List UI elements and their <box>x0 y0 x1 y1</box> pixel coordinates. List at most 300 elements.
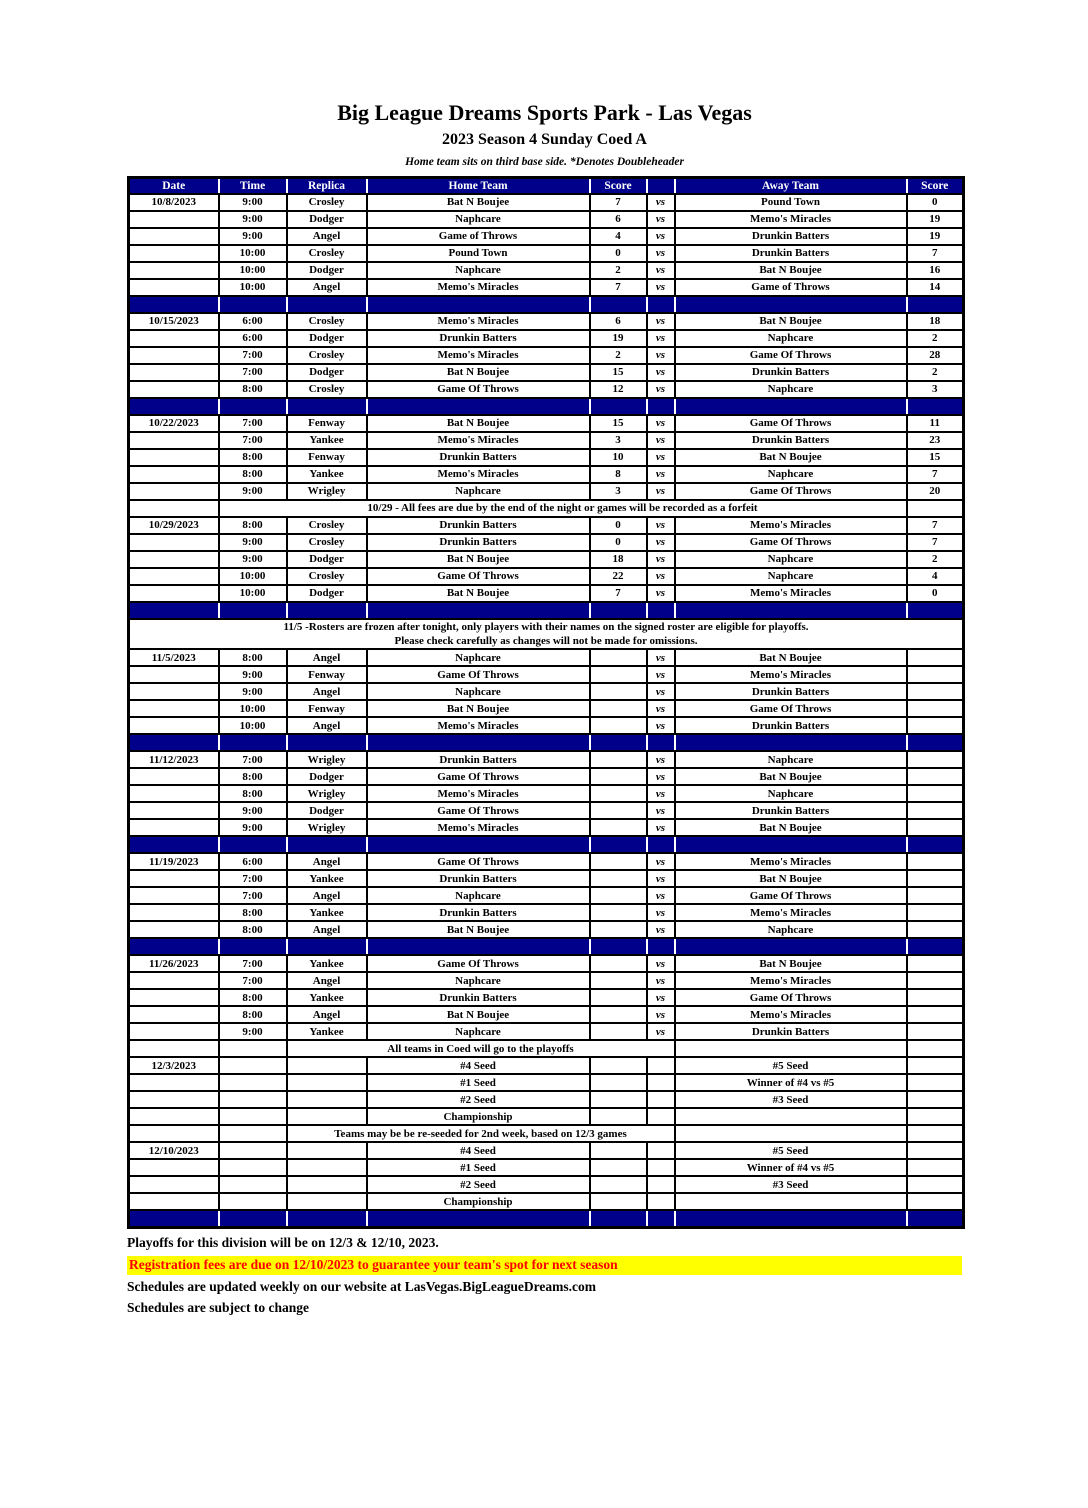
away-team-cell: Naphcare <box>675 921 907 938</box>
spacer-cell <box>219 836 287 853</box>
home-score-cell: 0 <box>590 245 647 262</box>
vs-cell: vs <box>647 989 675 1006</box>
away-team-cell: Bat N Boujee <box>675 870 907 887</box>
away-score-cell: 16 <box>907 262 964 279</box>
away-score-cell <box>907 853 964 870</box>
date-cell: 10/22/2023 <box>129 415 219 432</box>
notice-text-cell: Teams may be be re-seeded for 2nd week, based on 12/3 games <box>287 1125 675 1142</box>
home-team-cell: Game of Throws <box>367 228 590 245</box>
home-score-cell <box>590 955 647 972</box>
away-team-cell: Bat N Boujee <box>675 955 907 972</box>
vs-cell: vs <box>647 785 675 802</box>
vs-cell <box>647 1159 675 1176</box>
home-score-cell <box>590 666 647 683</box>
away-score-cell <box>907 785 964 802</box>
table-row <box>129 1176 964 1193</box>
replica-cell: Angel <box>287 683 367 700</box>
page-subtitle: 2023 Season 4 Sunday Coed A <box>442 131 647 149</box>
away-team-cell: Memo's Miracles <box>675 211 907 228</box>
spacer-cell <box>907 734 964 751</box>
table-row <box>129 700 964 717</box>
vs-cell: vs <box>647 768 675 785</box>
table-row <box>129 989 964 1006</box>
replica-cell: Dodger <box>287 802 367 819</box>
replica-cell: Yankee <box>287 955 367 972</box>
notice-blank-cell <box>129 1125 219 1142</box>
away-team-cell: Game Of Throws <box>675 483 907 500</box>
replica-cell <box>287 1142 367 1159</box>
spacer-cell <box>219 296 287 313</box>
time-cell: 7:00 <box>219 415 287 432</box>
date-cell <box>129 330 219 347</box>
spacer-cell <box>287 602 367 619</box>
away-team-cell: Drunkin Batters <box>675 432 907 449</box>
date-cell <box>129 1176 219 1193</box>
table-row <box>129 449 964 466</box>
notice-row <box>129 1040 964 1057</box>
notice-blank-cell <box>907 500 964 517</box>
vs-cell <box>647 1074 675 1091</box>
time-cell: 8:00 <box>219 449 287 466</box>
notice-blank-cell <box>219 1125 287 1142</box>
table-row <box>129 785 964 802</box>
header-row <box>129 178 964 194</box>
table-row <box>129 1108 964 1125</box>
time-cell: 9:00 <box>219 802 287 819</box>
date-cell <box>129 381 219 398</box>
home-score-cell: 0 <box>590 534 647 551</box>
away-team-cell: Memo's Miracles <box>675 1006 907 1023</box>
away-score-cell <box>907 649 964 666</box>
date-cell: 11/19/2023 <box>129 853 219 870</box>
home-team-cell: Game Of Throws <box>367 802 590 819</box>
home-score-cell <box>590 768 647 785</box>
date-cell <box>129 972 219 989</box>
home-score-cell: 15 <box>590 415 647 432</box>
away-team-cell: Game Of Throws <box>675 989 907 1006</box>
home-score-cell <box>590 853 647 870</box>
spacer-cell <box>129 602 219 619</box>
time-cell: 8:00 <box>219 649 287 666</box>
replica-cell: Dodger <box>287 262 367 279</box>
home-team-cell: Game Of Throws <box>367 955 590 972</box>
home-team-cell: Bat N Boujee <box>367 1006 590 1023</box>
replica-cell <box>287 1159 367 1176</box>
time-cell: 7:00 <box>219 347 287 364</box>
notice-blank-cell <box>129 1040 219 1057</box>
date-cell <box>129 279 219 296</box>
table-row <box>129 517 964 534</box>
away-score-cell: 18 <box>907 313 964 330</box>
schedule-sheet <box>127 100 962 1316</box>
away-team-cell: #3 Seed <box>675 1176 907 1193</box>
date-cell <box>129 666 219 683</box>
home-team-cell: Memo's Miracles <box>367 347 590 364</box>
time-cell: 7:00 <box>219 364 287 381</box>
away-team-cell: Naphcare <box>675 330 907 347</box>
away-team-cell: Naphcare <box>675 568 907 585</box>
vs-cell <box>647 1176 675 1193</box>
table-row <box>129 1193 964 1210</box>
home-team-cell: #4 Seed <box>367 1142 590 1159</box>
replica-cell: Dodger <box>287 211 367 228</box>
table-row <box>129 211 964 228</box>
replica-cell: Crosley <box>287 517 367 534</box>
home-team-cell: Naphcare <box>367 649 590 666</box>
home-team-cell: #1 Seed <box>367 1159 590 1176</box>
table-row <box>129 751 964 768</box>
table-row <box>129 904 964 921</box>
time-cell: 6:00 <box>219 330 287 347</box>
away-team-cell: Game Of Throws <box>675 534 907 551</box>
away-score-cell: 20 <box>907 483 964 500</box>
spacer-cell <box>129 296 219 313</box>
away-score-cell <box>907 972 964 989</box>
home-score-cell <box>590 904 647 921</box>
away-score-cell <box>907 870 964 887</box>
home-score-cell: 7 <box>590 279 647 296</box>
home-team-cell: Game Of Throws <box>367 666 590 683</box>
notice-blank-cell <box>675 1125 907 1142</box>
home-score-cell: 10 <box>590 449 647 466</box>
date-cell <box>129 211 219 228</box>
home-team-cell: Bat N Boujee <box>367 364 590 381</box>
home-score-cell: 0 <box>590 517 647 534</box>
home-score-cell <box>590 1193 647 1210</box>
away-team-cell: Naphcare <box>675 751 907 768</box>
time-cell: 7:00 <box>219 751 287 768</box>
date-cell <box>129 1108 219 1125</box>
replica-cell: Crosley <box>287 534 367 551</box>
notice-blank-cell <box>675 1040 907 1057</box>
vs-cell: vs <box>647 802 675 819</box>
away-score-cell: 19 <box>907 211 964 228</box>
away-team-cell <box>675 1193 907 1210</box>
table-row <box>129 955 964 972</box>
footer-website-note: Schedules are updated weekly on our website at LasVegas.BigLeagueDreams.com <box>127 1278 597 1294</box>
spacer-cell <box>287 938 367 955</box>
away-score-cell <box>907 887 964 904</box>
table-row <box>129 330 964 347</box>
time-cell <box>219 1057 287 1074</box>
replica-cell: Angel <box>287 921 367 938</box>
table-row <box>129 279 964 296</box>
spacer-cell <box>907 398 964 415</box>
away-team-cell: Bat N Boujee <box>675 449 907 466</box>
home-score-cell <box>590 1091 647 1108</box>
replica-cell: Crosley <box>287 381 367 398</box>
vs-cell: vs <box>647 568 675 585</box>
spacer-cell <box>367 296 590 313</box>
table-row <box>129 347 964 364</box>
home-score-cell <box>590 972 647 989</box>
replica-cell: Fenway <box>287 700 367 717</box>
away-team-cell: Game Of Throws <box>675 415 907 432</box>
home-score-cell: 2 <box>590 347 647 364</box>
footer-playoffs-note: Playoffs for this division will be on 12/3 & 12/10, 2023. <box>127 1234 439 1250</box>
time-cell: 8:00 <box>219 785 287 802</box>
spacer-cell <box>675 734 907 751</box>
away-team-cell: Naphcare <box>675 785 907 802</box>
away-score-cell: 2 <box>907 330 964 347</box>
away-team-cell: Memo's Miracles <box>675 517 907 534</box>
time-cell: 8:00 <box>219 768 287 785</box>
away-team-cell: Naphcare <box>675 466 907 483</box>
spacer-cell <box>907 938 964 955</box>
replica-cell: Yankee <box>287 904 367 921</box>
away-team-cell: Game Of Throws <box>675 347 907 364</box>
date-cell: 11/5/2023 <box>129 649 219 666</box>
away-team-cell: #3 Seed <box>675 1091 907 1108</box>
date-cell <box>129 1023 219 1040</box>
table-row <box>129 228 964 245</box>
spacer-cell <box>219 938 287 955</box>
home-score-cell: 3 <box>590 432 647 449</box>
away-score-cell <box>907 1074 964 1091</box>
home-score-cell <box>590 1176 647 1193</box>
time-cell: 9:00 <box>219 551 287 568</box>
away-score-cell <box>907 1142 964 1159</box>
table-header <box>129 178 964 194</box>
replica-cell: Fenway <box>287 666 367 683</box>
home-team-cell: Memo's Miracles <box>367 466 590 483</box>
replica-cell: Dodger <box>287 364 367 381</box>
home-score-cell <box>590 1142 647 1159</box>
table-row <box>129 364 964 381</box>
spacer-cell <box>647 398 675 415</box>
home-score-cell: 19 <box>590 330 647 347</box>
date-cell <box>129 700 219 717</box>
time-cell: 9:00 <box>219 1023 287 1040</box>
home-score-cell: 22 <box>590 568 647 585</box>
spacer-cell <box>675 296 907 313</box>
date-cell: 10/29/2023 <box>129 517 219 534</box>
away-team-cell: Bat N Boujee <box>675 819 907 836</box>
away-score-cell <box>907 1176 964 1193</box>
spacer-cell <box>590 938 647 955</box>
roster-freeze-text-cell <box>129 619 964 650</box>
away-score-cell <box>907 1159 964 1176</box>
away-score-cell: 7 <box>907 466 964 483</box>
home-team-cell: Pound Town <box>367 245 590 262</box>
table-row <box>129 534 964 551</box>
table-row <box>129 381 964 398</box>
away-score-cell <box>907 1057 964 1074</box>
spacer-cell <box>287 1210 367 1227</box>
time-cell: 9:00 <box>219 683 287 700</box>
date-cell: 11/26/2023 <box>129 955 219 972</box>
schedule-body <box>129 194 964 1228</box>
vs-cell: vs <box>647 313 675 330</box>
home-score-cell <box>590 989 647 1006</box>
date-cell <box>129 534 219 551</box>
column-header-home-score: Score <box>590 178 647 194</box>
column-header-replica: Replica <box>287 178 367 194</box>
time-cell: 7:00 <box>219 955 287 972</box>
date-cell <box>129 466 219 483</box>
home-team-cell: Game Of Throws <box>367 568 590 585</box>
spacer-row <box>129 1210 964 1227</box>
home-team-cell: Game Of Throws <box>367 853 590 870</box>
date-cell <box>129 432 219 449</box>
spacer-cell <box>907 602 964 619</box>
spacer-cell <box>907 296 964 313</box>
table-row <box>129 972 964 989</box>
replica-cell: Crosley <box>287 194 367 211</box>
home-team-cell: Bat N Boujee <box>367 700 590 717</box>
away-team-cell: Memo's Miracles <box>675 972 907 989</box>
roster-freeze-line-2: Please check carefully as changes will not be made for omissions. <box>394 635 698 648</box>
away-score-cell <box>907 1023 964 1040</box>
home-score-cell: 12 <box>590 381 647 398</box>
vs-cell: vs <box>647 228 675 245</box>
spacer-cell <box>367 938 590 955</box>
replica-cell: Wrigley <box>287 785 367 802</box>
table-row <box>129 415 964 432</box>
date-cell <box>129 228 219 245</box>
vs-cell: vs <box>647 194 675 211</box>
table-row <box>129 1142 964 1159</box>
vs-cell: vs <box>647 853 675 870</box>
vs-cell: vs <box>647 466 675 483</box>
time-cell <box>219 1159 287 1176</box>
time-cell: 8:00 <box>219 466 287 483</box>
home-team-cell: Game Of Throws <box>367 768 590 785</box>
footer-change-note: Schedules are subject to change <box>127 1299 309 1315</box>
page-header <box>127 100 962 168</box>
home-score-cell: 2 <box>590 262 647 279</box>
spacer-cell <box>647 296 675 313</box>
date-cell <box>129 551 219 568</box>
vs-cell: vs <box>647 551 675 568</box>
away-team-cell: Naphcare <box>675 381 907 398</box>
home-score-cell <box>590 802 647 819</box>
vs-cell: vs <box>647 955 675 972</box>
home-team-cell: Drunkin Batters <box>367 330 590 347</box>
notice-text-cell: All teams in Coed will go to the playoffs <box>287 1040 675 1057</box>
replica-cell: Crosley <box>287 245 367 262</box>
away-score-cell <box>907 921 964 938</box>
replica-cell <box>287 1074 367 1091</box>
vs-cell: vs <box>647 245 675 262</box>
replica-cell: Fenway <box>287 449 367 466</box>
away-team-cell: Winner of #4 vs #5 <box>675 1159 907 1176</box>
home-score-cell: 4 <box>590 228 647 245</box>
date-cell: 10/15/2023 <box>129 313 219 330</box>
time-cell: 9:00 <box>219 483 287 500</box>
home-score-cell <box>590 1159 647 1176</box>
vs-cell: vs <box>647 887 675 904</box>
notice-row <box>129 1125 964 1142</box>
vs-cell: vs <box>647 751 675 768</box>
home-team-cell: Drunkin Batters <box>367 904 590 921</box>
replica-cell: Yankee <box>287 989 367 1006</box>
spacer-cell <box>590 398 647 415</box>
table-row <box>129 432 964 449</box>
away-team-cell: Game of Throws <box>675 279 907 296</box>
spacer-cell <box>367 602 590 619</box>
date-cell <box>129 245 219 262</box>
replica-cell: Angel <box>287 853 367 870</box>
date-cell <box>129 768 219 785</box>
vs-cell: vs <box>647 666 675 683</box>
home-score-cell <box>590 751 647 768</box>
time-cell: 10:00 <box>219 279 287 296</box>
replica-cell: Angel <box>287 279 367 296</box>
table-row <box>129 313 964 330</box>
vs-cell: vs <box>647 649 675 666</box>
table-row <box>129 568 964 585</box>
spacer-cell <box>647 602 675 619</box>
time-cell: 8:00 <box>219 517 287 534</box>
replica-cell: Yankee <box>287 1023 367 1040</box>
time-cell: 7:00 <box>219 870 287 887</box>
away-team-cell: #5 Seed <box>675 1142 907 1159</box>
time-cell: 8:00 <box>219 381 287 398</box>
away-team-cell: Memo's Miracles <box>675 904 907 921</box>
replica-cell: Wrigley <box>287 819 367 836</box>
away-team-cell: Game Of Throws <box>675 700 907 717</box>
away-score-cell: 0 <box>907 194 964 211</box>
notice-text-cell: 10/29 - All fees are due by the end of the night or games will be recorded as a forfeit <box>219 500 907 517</box>
replica-cell: Fenway <box>287 415 367 432</box>
spacer-cell <box>590 836 647 853</box>
vs-cell <box>647 1193 675 1210</box>
notice-blank-cell <box>219 1040 287 1057</box>
time-cell: 9:00 <box>219 819 287 836</box>
date-cell <box>129 1074 219 1091</box>
home-score-cell <box>590 1074 647 1091</box>
time-cell <box>219 1142 287 1159</box>
table-row <box>129 1074 964 1091</box>
spacer-cell <box>287 398 367 415</box>
column-header-date: Date <box>129 178 219 194</box>
home-team-cell: Drunkin Batters <box>367 751 590 768</box>
table-row <box>129 551 964 568</box>
vs-cell <box>647 1091 675 1108</box>
home-score-cell <box>590 819 647 836</box>
away-score-cell: 7 <box>907 534 964 551</box>
time-cell: 6:00 <box>219 313 287 330</box>
replica-cell: Wrigley <box>287 483 367 500</box>
home-team-cell: Bat N Boujee <box>367 415 590 432</box>
replica-cell <box>287 1108 367 1125</box>
home-score-cell: 6 <box>590 211 647 228</box>
away-score-cell: 7 <box>907 517 964 534</box>
vs-cell: vs <box>647 517 675 534</box>
home-score-cell <box>590 1023 647 1040</box>
away-team-cell: Memo's Miracles <box>675 853 907 870</box>
away-score-cell <box>907 819 964 836</box>
home-team-cell: Bat N Boujee <box>367 194 590 211</box>
away-score-cell: 14 <box>907 279 964 296</box>
spacer-cell <box>287 836 367 853</box>
away-score-cell: 3 <box>907 381 964 398</box>
table-row <box>129 853 964 870</box>
home-score-cell <box>590 717 647 734</box>
spacer-cell <box>647 1210 675 1227</box>
time-cell: 9:00 <box>219 211 287 228</box>
away-team-cell: Memo's Miracles <box>675 666 907 683</box>
home-team-cell: Memo's Miracles <box>367 819 590 836</box>
home-team-cell: #2 Seed <box>367 1176 590 1193</box>
vs-cell: vs <box>647 1023 675 1040</box>
away-score-cell: 11 <box>907 415 964 432</box>
home-team-cell: Game Of Throws <box>367 381 590 398</box>
column-header-away-team: Away Team <box>675 178 907 194</box>
date-cell <box>129 1193 219 1210</box>
home-score-cell: 8 <box>590 466 647 483</box>
